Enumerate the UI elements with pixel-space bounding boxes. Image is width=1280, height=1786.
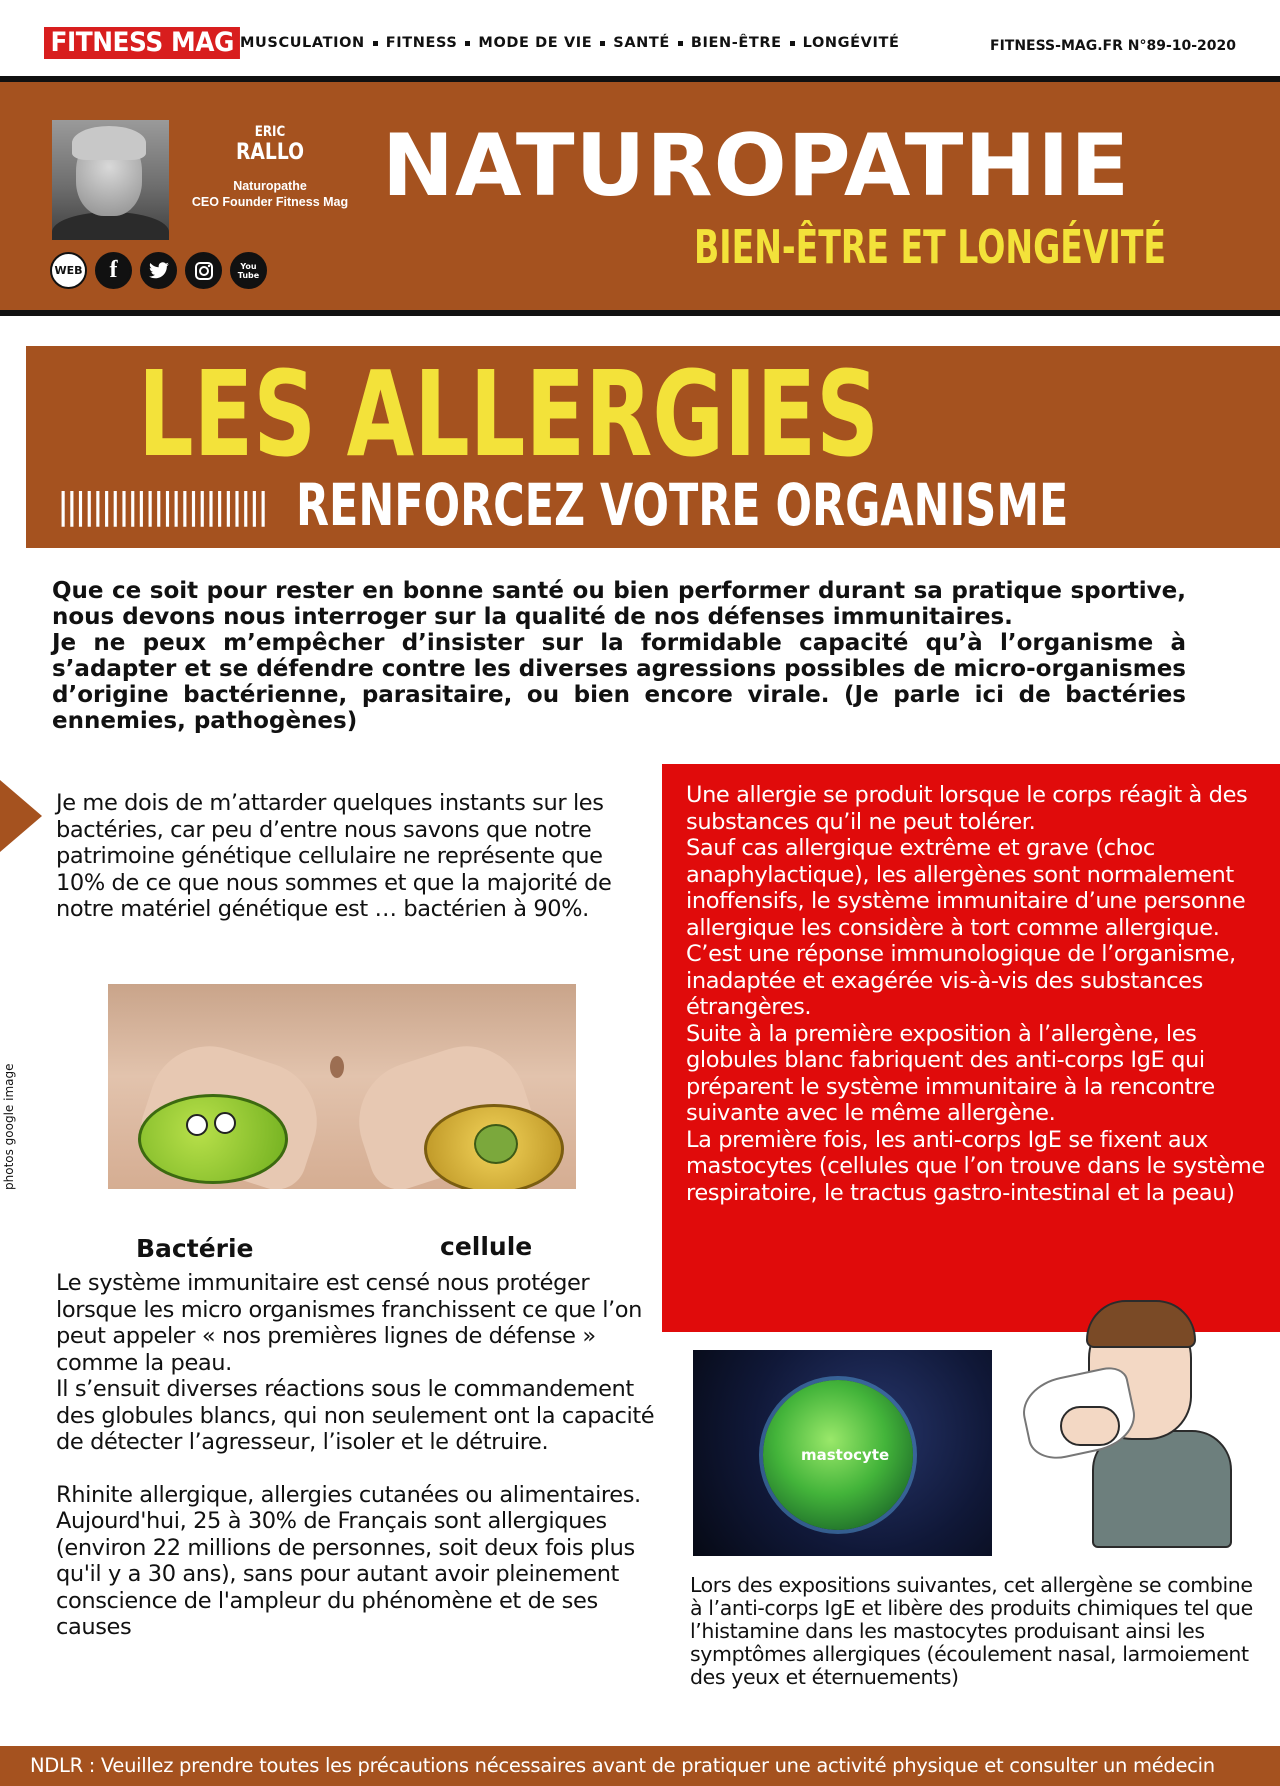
nav-sante[interactable]: SANTÉ	[613, 35, 670, 51]
social-links	[50, 252, 267, 289]
nav-bien-etre[interactable]: BIEN-ÊTRE	[690, 35, 782, 51]
article-subtitle: RENFORCEZ VOTRE ORGANISME	[296, 471, 1069, 539]
top-nav	[240, 35, 899, 51]
body-paragraph: Rhinite allergique, allergies cutanées ou alimentaires. Aujourd'hui, 25 à 30% de Français sont allergiques (environ 22 millions de personnes, soit deux fois plus qu'il y a 30 ans), sans pour autant avoir pleinement conscience de l'ampleur du phénomène et de ses causes	[56, 1481, 641, 1640]
nav-separator	[465, 41, 470, 46]
nav-mode-de-vie[interactable]: MODE DE VIE	[478, 35, 593, 51]
mastocyte-label: mastocyte	[801, 1446, 890, 1464]
author-photo	[52, 120, 169, 240]
bacteria-label: Bactérie	[136, 1234, 254, 1263]
red-paragraph: La première fois, les anti-corps IgE se fixent aux mastocytes (cellules que l’on trouve dans le système respiratoire, le tractus gastro-intestinal et la peau)	[686, 1126, 1265, 1206]
author-last-name: RALLO	[236, 140, 304, 165]
nav-longevite[interactable]: LONGÉVITÉ	[802, 35, 900, 51]
belly-bacteria-illustration	[108, 984, 576, 1189]
top-bar	[0, 0, 1280, 76]
article-title-band	[26, 346, 1280, 548]
body-text-block	[56, 1270, 674, 1641]
red-paragraph: C’est une réponse immunologique de l’organisme, inadaptée et exagérée vis-à-vis des substances étrangères.	[686, 941, 1236, 1020]
cell-label: cellule	[440, 1232, 533, 1261]
nav-separator	[790, 41, 795, 46]
intro-paragraph: Je ne peux m’empêcher d’insister sur la formidable capacité qu’à l’organisme à s’adapter et se défendre contre les diverses agressions possibles de micro-organismes d’origine bactérienne, parasitaire, ou bien encore virale. (Je parle ici de bactéries ennemies, pathogènes)	[52, 630, 1186, 734]
red-paragraph: Une allergie se produit lorsque le corps réagit à des substances qu’il ne peut tolérer.	[686, 782, 1248, 835]
allergy-definition-box	[662, 764, 1280, 1332]
nav-separator	[600, 41, 605, 46]
instagram-icon[interactable]	[185, 252, 222, 289]
nav-musculation[interactable]: MUSCULATION	[240, 35, 365, 51]
issue-number: FITNESS-MAG.FR N°89-10-2020	[990, 38, 1237, 54]
body-paragraph: Lors des expositions suivantes, cet allergène se combine à l’anti-corps IgE et libère des produits chimiques tel que l’histamine dans les mastocytes produisant ainsi les symptômes allergiques (écoulement nasal, larmoiement des yeux et éternuements)	[690, 1573, 1253, 1689]
decorative-slashes: ||||||||||||||||||||||||	[58, 486, 267, 527]
footer-disclaimer: NDLR : Veuillez prendre toutes les précautions nécessaires avant de pratiquer une activité physique et consulter un médecin	[0, 1746, 1280, 1786]
web-icon[interactable]: WEB	[50, 252, 87, 289]
fitness-mag-logo[interactable]: FITNESS MAG	[44, 27, 240, 59]
twitter-icon[interactable]	[140, 252, 177, 289]
body-paragraph: Il s’ensuit diverses réactions sous le commandement des globules blancs, qui non seulement ont la capacité de détecter l’agresseur, l’isoler et le détruire.	[56, 1376, 655, 1455]
nav-separator	[678, 41, 683, 46]
section-title: NATUROPATHIE	[382, 116, 1131, 216]
photo-credit: photos google image	[2, 1063, 16, 1190]
header-band	[0, 76, 1280, 316]
facebook-icon[interactable]: f	[95, 252, 132, 289]
author-role-line: CEO Founder Fitness Mag	[191, 195, 349, 209]
sneezing-man-illustration	[1004, 1294, 1234, 1550]
author-role-line: Naturopathe	[233, 179, 307, 193]
section-subtitle: BIEN-ÊTRE ET LONGÉVITÉ	[694, 220, 1167, 274]
youtube-icon[interactable]: You Tube	[230, 252, 267, 289]
arrow-marker-icon	[0, 780, 42, 852]
mastocyte-image	[693, 1350, 992, 1556]
body-paragraph: Le système immunitaire est censé nous protéger lorsque les micro organismes franchissent ce que l’on peut appeler « nos premières lignes de défense » comme la peau.	[56, 1270, 643, 1376]
red-box-text	[686, 782, 1266, 1206]
article-title: LES ALLERGIES	[138, 345, 880, 483]
author-first-name: ERIC	[254, 124, 286, 140]
nav-separator	[373, 41, 378, 46]
article-intro	[52, 578, 1186, 734]
intro-paragraph: Que ce soit pour rester en bonne santé ou bien performer durant sa pratique sportive, nous devons nous interroger sur la qualité de nos défenses immunitaires.	[52, 578, 1186, 630]
author-role	[180, 178, 360, 210]
nav-fitness[interactable]: FITNESS	[385, 35, 458, 51]
body-paragraph: Je me dois de m’attarder quelques instants sur les bactéries, car peu d’entre nous savons que notre patrimoine génétique cellulaire ne représente que 10% de ce que nous sommes et que la majorité de notre matériel génétique est … bactérien à 90%.	[56, 790, 612, 922]
red-paragraph: Suite à la première exposition à l’allergène, les globules blanc fabriquent des anti-corps IgE qui préparent le système immunitaire à la rencontre suivante avec le même allergène.	[686, 1020, 1215, 1126]
bacteria-icon	[138, 1094, 288, 1184]
red-paragraph: Sauf cas allergique extrême et grave (choc anaphylactique), les allergènes sont normalement inoffensifs, le système immunitaire d’une personne allergique les considère à tort comme allergique.	[686, 835, 1246, 941]
